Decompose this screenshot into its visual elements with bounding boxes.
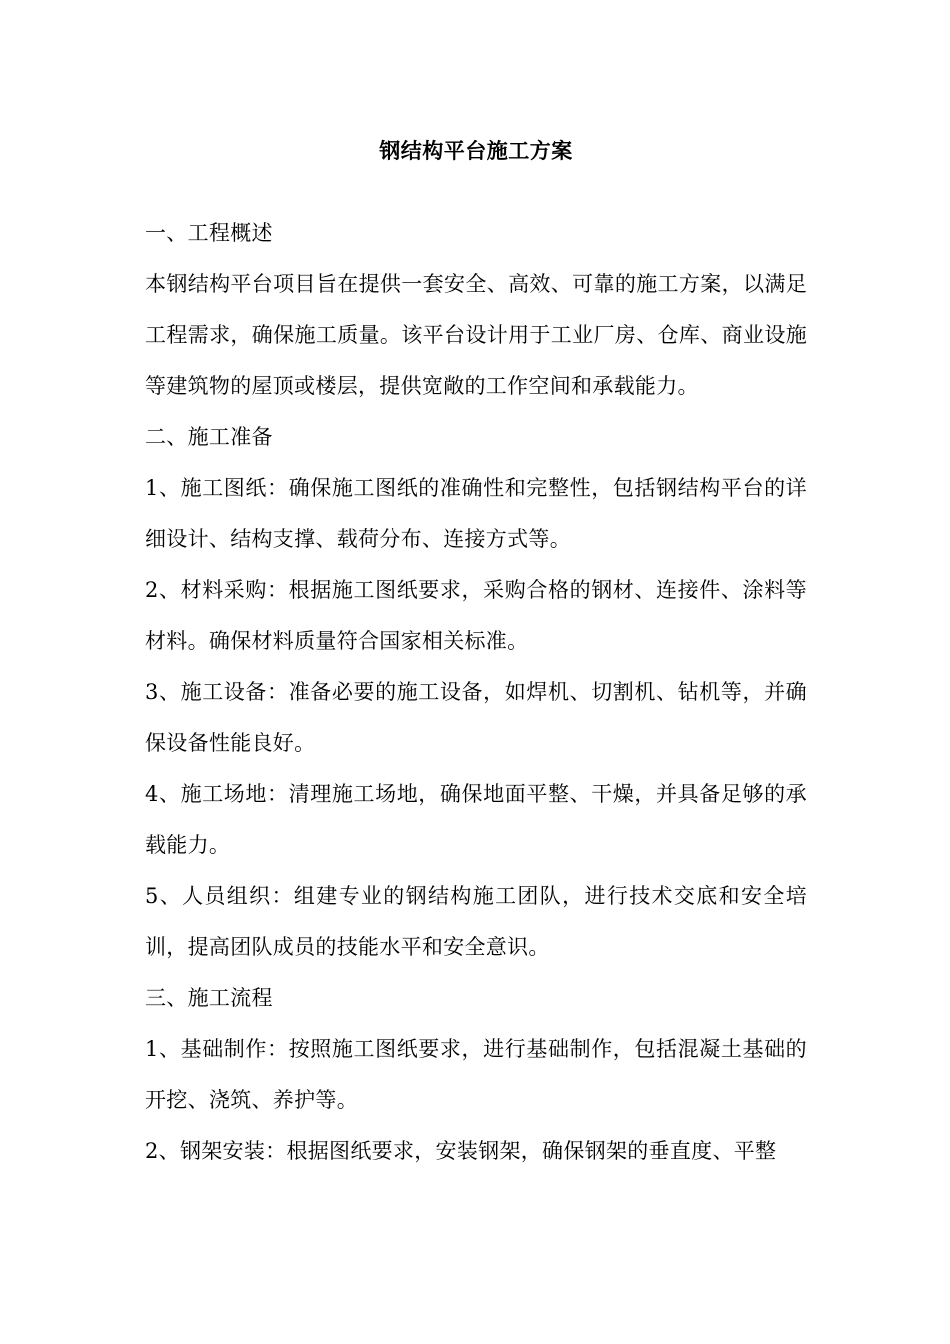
paragraph-materials: 2、材料采购：根据施工图纸要求，采购合格的钢材、连接件、涂料等材料。确保材料质量符合国家相关标准。 <box>145 578 807 653</box>
paragraph-site: 4、施工场地：清理施工场地，确保地面平整、干燥，并具备足够的承载能力。 <box>145 782 807 857</box>
paragraph-personnel: 5、人员组织：组建专业的钢结构施工团队，进行技术交底和安全培训，提高团队成员的技能水平和安全意识。 <box>145 884 807 959</box>
paragraph-foundation: 1、基础制作：按照施工图纸要求，进行基础制作，包括混凝土基础的开挖、浇筑、养护等。 <box>145 1037 807 1112</box>
paragraph-drawings: 1、施工图纸：确保施工图纸的准确性和完整性，包括钢结构平台的详细设计、结构支撑、载荷分布、连接方式等。 <box>145 476 807 551</box>
paragraph-equipment: 3、施工设备：准备必要的施工设备，如焊机、切割机、钻机等，并确保设备性能良好。 <box>145 680 807 755</box>
section-heading-preparation: 二、施工准备 <box>145 425 273 449</box>
section-heading-overview: 一、工程概述 <box>145 221 273 245</box>
paragraph-steel-frame: 2、钢架安装：根据图纸要求，安装钢架，确保钢架的垂直度、平整 <box>145 1139 777 1163</box>
document-title: 钢结构平台施工方案 <box>379 138 573 163</box>
section-heading-process: 三、施工流程 <box>145 986 273 1010</box>
paragraph-overview: 本钢结构平台项目旨在提供一套安全、高效、可靠的施工方案，以满足工程需求，确保施工质量。该平台设计用于工业厂房、仓库、商业设施等建筑物的屋顶或楼层，提供宽敞的工作空间和承载能力。 <box>145 272 807 398</box>
document-body <box>145 208 807 1177</box>
